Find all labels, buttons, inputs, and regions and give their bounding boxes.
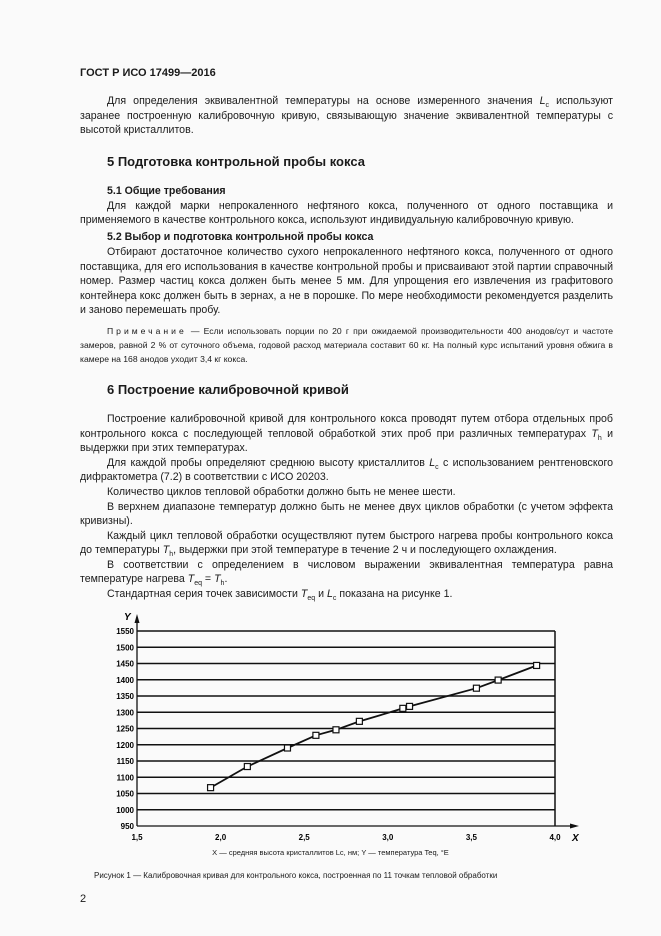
x-tick-label: 2,5 xyxy=(298,832,310,842)
x-axis-label: X xyxy=(572,832,579,844)
section-5-title: 5 Подготовка контрольной пробы кокса xyxy=(107,153,365,169)
section-6-paragraph-2: Для каждой пробы определяют среднюю высоту кристаллитов $L_c$ с использованием рентгеновского дифрактометра (7.2) в соответствии с ИСО 20203. xyxy=(80,456,613,484)
y-tick-label: 1150 xyxy=(116,756,134,766)
data-point xyxy=(534,662,540,668)
x-tick-label: 2,0 xyxy=(215,832,227,842)
data-point xyxy=(400,705,406,711)
section-5-1-title: 5.1 Общие требования xyxy=(107,184,226,197)
page-number: 2 xyxy=(80,892,87,905)
figure-caption: Рисунок 1 — Калибровочная кривая для контрольного кокса, построенная по 11 точкам тепловой обработки xyxy=(94,870,498,880)
y-tick-label: 1500 xyxy=(116,642,134,652)
section-6-paragraph-7: Стандартная серия точек зависимости $T_{eq}$ и $L_c$ показана на рисунке 1. xyxy=(107,588,453,603)
x-tick-label: 3,0 xyxy=(382,832,394,842)
y-tick-label: 1200 xyxy=(116,740,134,750)
calibration-curve xyxy=(211,665,537,787)
x-tick-label: 4,0 xyxy=(549,832,561,842)
data-point xyxy=(495,677,501,683)
y-tick-label: 1550 xyxy=(116,626,134,636)
y-tick-label: 1400 xyxy=(116,675,134,685)
data-point xyxy=(313,732,319,738)
section-6-paragraph-6: В соответствии с определением в числовом выражении эквивалентная температура равна температуре нагрева $T_{eq} = T_h$. xyxy=(80,558,613,588)
section-6-paragraph-3: Количество циклов тепловой обработки должно быть не менее шести. xyxy=(107,485,456,498)
y-tick-label: 1300 xyxy=(116,707,134,717)
document-header: ГОСТ Р ИСО 17499—2016 xyxy=(80,67,216,79)
data-point xyxy=(244,763,250,769)
y-tick-label: 1100 xyxy=(116,772,134,782)
x-tick-label: 1,5 xyxy=(131,832,143,842)
y-tick-label: 950 xyxy=(120,821,134,831)
section-5-2-title: 5.2 Выбор и подготовка контрольной пробы кокса xyxy=(107,230,374,243)
x-axis-arrow xyxy=(570,823,579,828)
intro-paragraph: Для определения эквивалентной температуры на основе измеренного значения $L_c$ используют заранее построенную калибровочную кривую, связывающую значение эквивалентной температуры с высотой кристаллитов. xyxy=(80,95,614,137)
chart-legend-text: X — средняя высота кристаллитов Lc, нм; Y — температура Teq, °E xyxy=(212,847,449,857)
data-point xyxy=(208,784,214,790)
data-point xyxy=(284,745,290,751)
y-tick-label: 1450 xyxy=(116,659,134,669)
data-point xyxy=(356,718,362,724)
section-6-paragraph-4: В верхнем диапазоне температур должно быть не менее двух циклов обработки (с учетом эффекта кривизны). xyxy=(80,500,613,528)
y-axis-label: Y xyxy=(124,611,131,623)
y-axis-arrow xyxy=(135,614,140,623)
y-tick-label: 1000 xyxy=(116,805,134,815)
section-6-paragraph-5: Каждый цикл тепловой обработки осуществляют путем быстрого нагрева пробы контрольного кокса до температуры $T_h$, выдержки при этой температуре в течение 2 ч и последующего охлаждения. xyxy=(80,529,613,559)
section-6-paragraph-1: Построение калибровочной кривой для контрольного кокса проводят путем отбора отдельных проб контрольного кокса с последующей тепловой обработкой этих проб при различных температурах $T_h$ и выдержки при этих температурах. xyxy=(80,412,613,455)
section-5-1-text: Для каждой марки непрокаленного нефтяного кокса, полученного от одного поставщика и применяемого в качестве контрольного кокса, используют индивидуальную калибровочную кривую. xyxy=(80,199,613,227)
y-tick-label: 1350 xyxy=(116,691,134,701)
x-tick-label: 3,5 xyxy=(465,832,477,842)
y-tick-label: 1050 xyxy=(116,789,134,799)
section-6-title: 6 Построение калибровочной кривой xyxy=(107,381,349,397)
data-point xyxy=(407,703,413,709)
data-point xyxy=(333,726,339,732)
data-point xyxy=(473,685,479,691)
note: Примечание — Если использовать порции по 20 г при ожидаемой производительности 400 анодов/сут и частоте замеров, равной 2 % от суточного объема, годовой расход материала составит 60 кг. На полный курс испытаний уровня обжига в камере на 168 анодов уходит 3,4 кг кокса. xyxy=(80,325,613,364)
calibration-chart xyxy=(0,606,661,846)
section-5-2-text: Отбирают достаточное количество сухого непрокаленного нефтяного кокса, полученного от одного поставщика, для его использования в качестве контрольной пробы и присваивают этой партии справочный номер. Размер частиц кокса должен быть менее 5 мм. Для упрощения его извлечения из графитового контейнера кокс должен быть в зернах, а не в порошке. По мере необходимости рекомендуется разделить и заново перемешать пробу. xyxy=(80,245,613,317)
y-tick-label: 1250 xyxy=(116,724,134,734)
